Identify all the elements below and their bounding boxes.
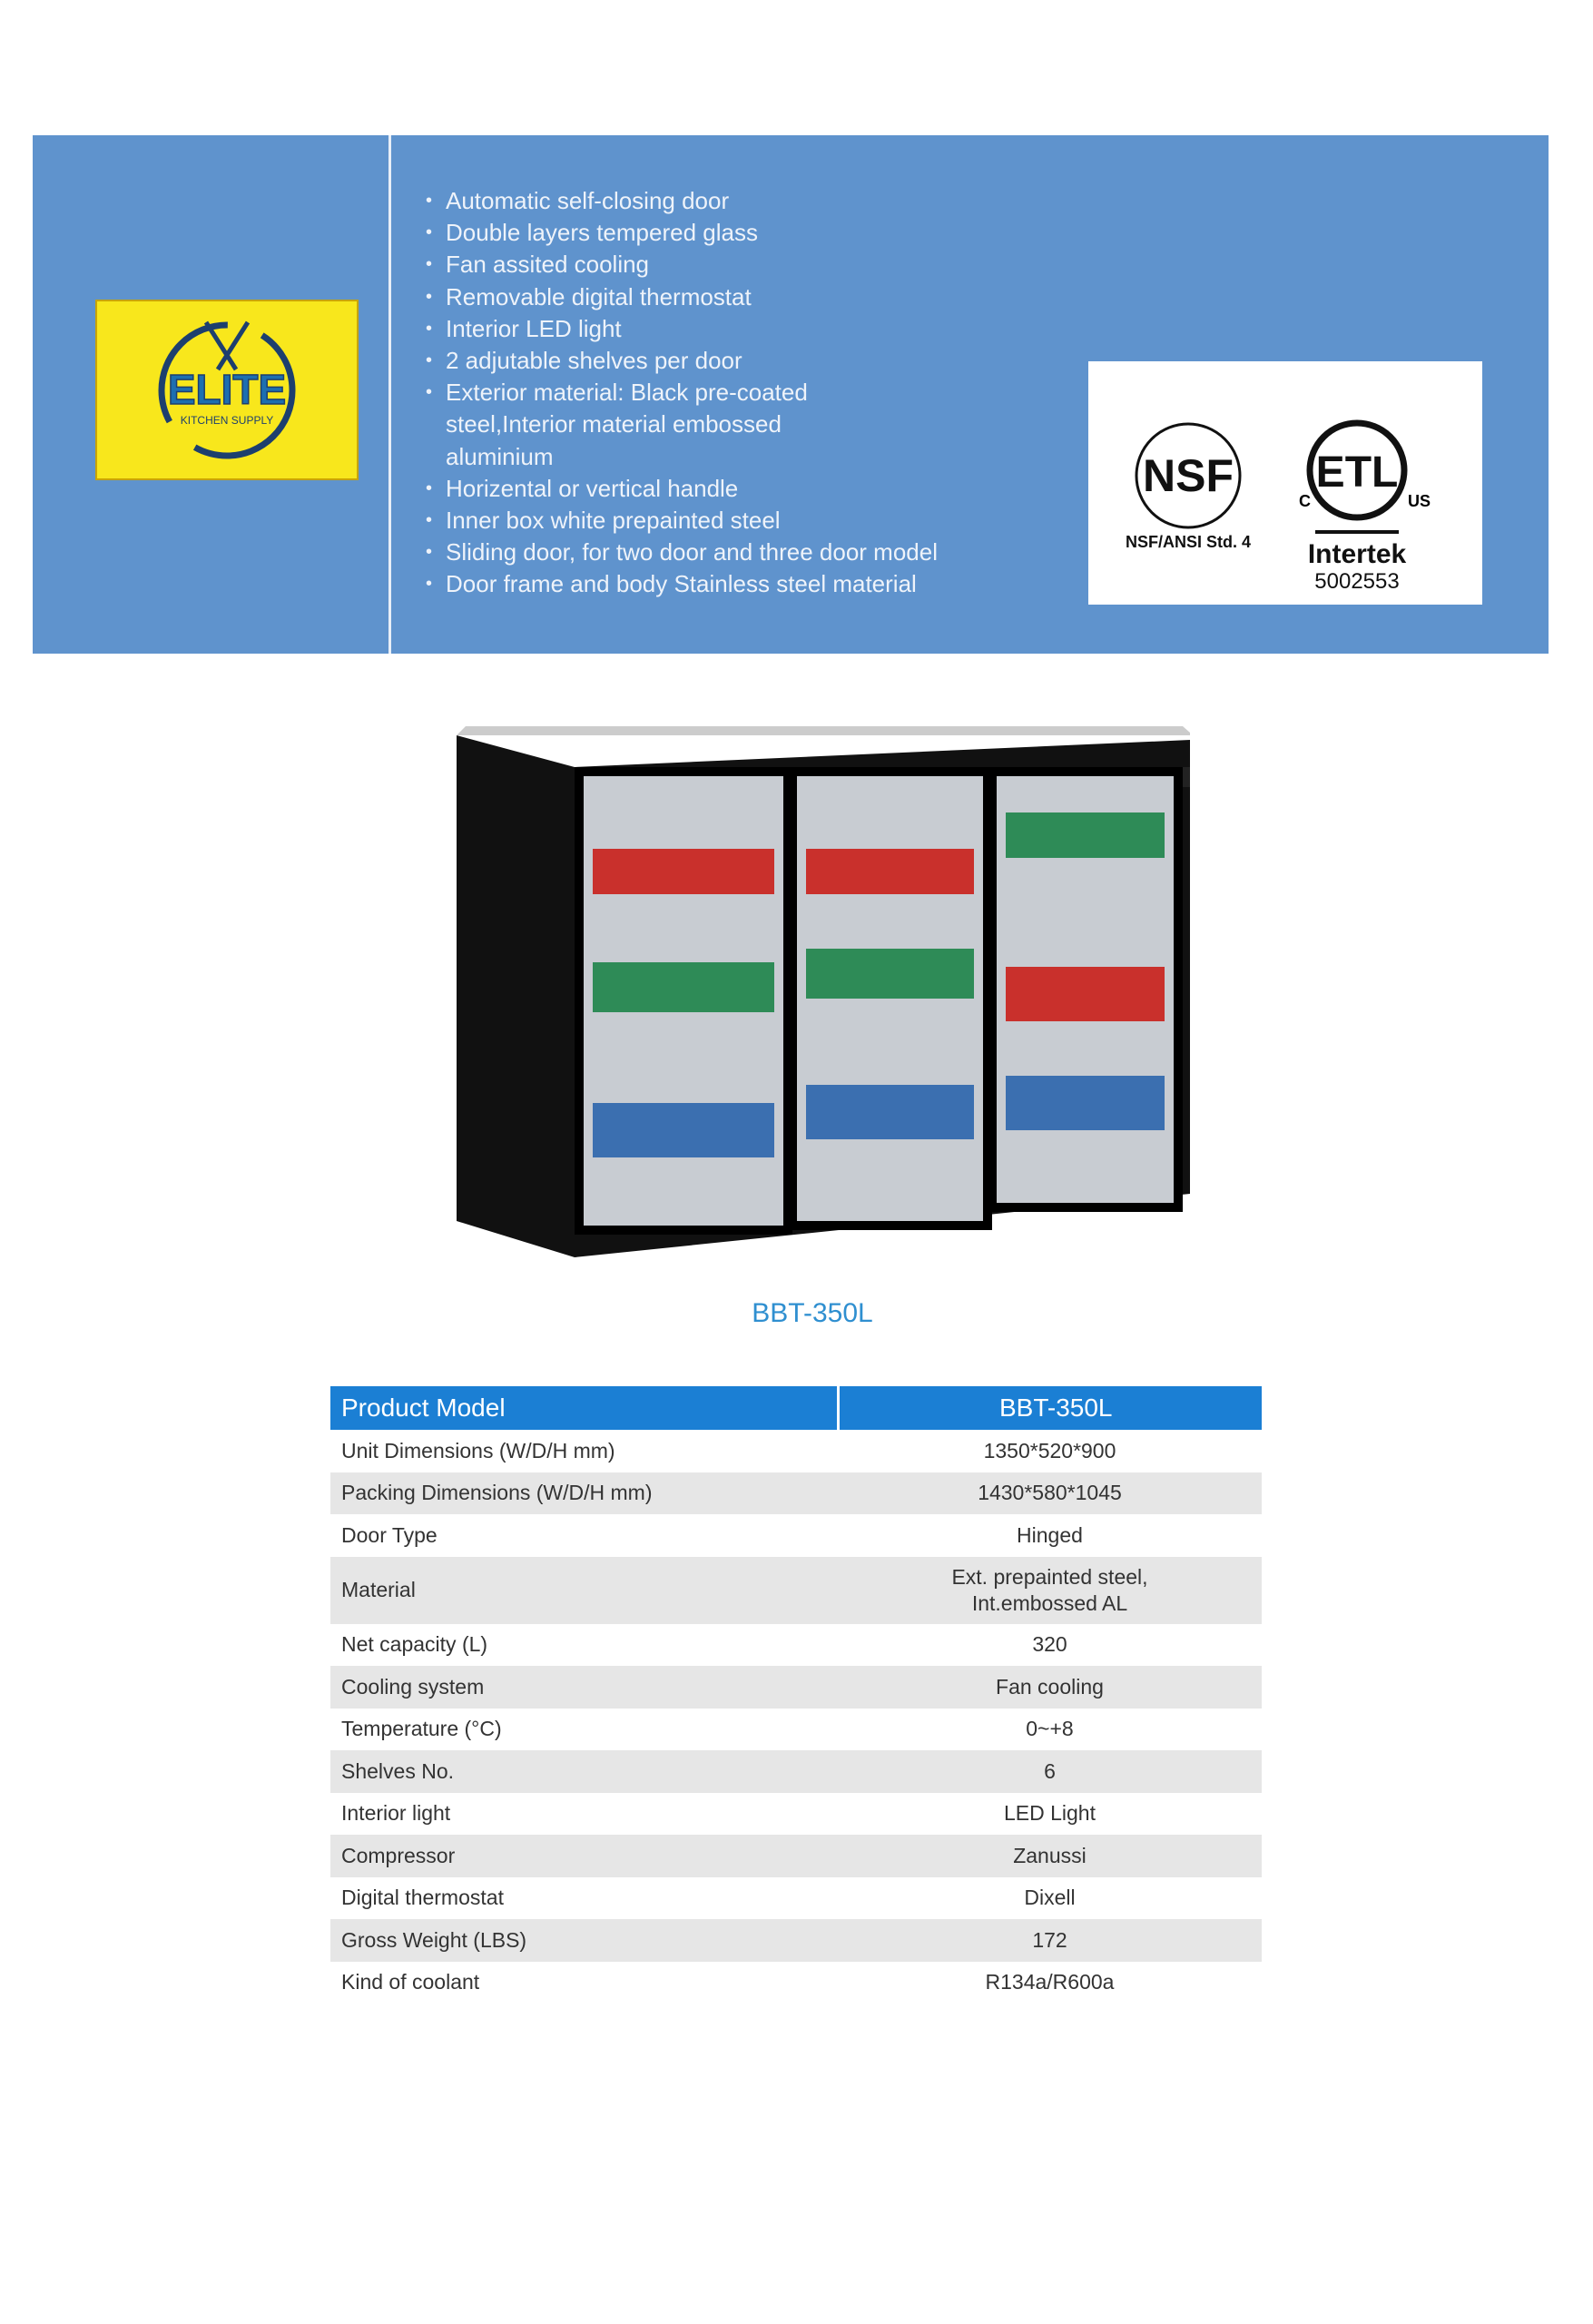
spec-label: Temperature (°C) [341,1717,502,1741]
table-row [330,1750,1262,1793]
table-row [330,1835,1262,1877]
feature-item: • Exterior material: Black pre-coated [426,377,938,409]
spec-value: LED Light [1003,1801,1096,1826]
feature-item: • Horizental or vertical handle [426,473,938,505]
table-header [330,1386,1262,1430]
spec-label: Packing Dimensions (W/D/H mm) [330,1472,838,1515]
spec-value: 1430*580*1045 [838,1472,1262,1515]
feature-item-cont: steel,Interior material embossed [446,410,782,438]
header-label: Product Model [330,1386,838,1430]
spec-value: Zanussi [838,1835,1262,1877]
svg-text:ELITE: ELITE [167,365,287,413]
nsf-logo-text: NSF [1143,450,1234,501]
spec-value: Dixell [1024,1886,1076,1910]
table-row [330,1666,1262,1709]
spec-label: Gross Weight (LBS) [330,1919,838,1962]
intertek-label: Intertek [1307,539,1407,569]
spec-label: Compressor [330,1835,838,1877]
product-caption: BBT-350L [752,1298,873,1328]
spec-label: Cooling system [330,1666,838,1709]
feature-list [426,185,938,601]
etl-logo-text: ETL [1315,448,1399,497]
spec-value: 1350*520*900 [983,1438,1116,1462]
spec-label: Interior light [341,1801,451,1826]
feature-item: • Interior LED light [426,313,938,345]
product-image [457,722,1190,1272]
spec-value: 6 [838,1750,1262,1793]
table-row [330,1793,1262,1836]
svg-text:KITCHEN SUPPLY: KITCHEN SUPPLY [180,413,274,427]
spec-value-line: Ext. prepainted steel, [951,1564,1148,1589]
spec-value [838,1557,1262,1624]
spec-label: Net capacity (L) [341,1632,488,1657]
spec-label: Digital thermostat [341,1886,504,1910]
spec-label: Material [330,1557,838,1624]
table-row [330,1557,1262,1624]
table-row [330,1624,1262,1667]
table-row [330,1472,1262,1515]
feature-item: • Sliding door, for two door and three door model [426,537,938,568]
header-model: BBT-350L [838,1386,1262,1430]
feature-item: • Door frame and body Stainless steel material [426,568,938,600]
spec-label: Unit Dimensions (W/D/H mm) [341,1438,615,1462]
elite-logo [95,300,359,480]
table-row [330,1877,1262,1920]
table-row [330,1962,1262,2004]
feature-item-cont: aluminium [446,442,554,470]
spec-value: Fan cooling [838,1666,1262,1709]
intertek-number: 5002553 [1314,569,1400,594]
table-row [330,1514,1262,1557]
spec-value-line: Int.embossed AL [971,1590,1128,1615]
spec-label: Shelves No. [330,1750,838,1793]
spec-label: Kind of coolant [341,1970,480,1994]
spec-value: R134a/R600a [985,1970,1115,1994]
spec-label: Door Type [341,1522,438,1547]
feature-item: • 2 adjutable shelves per door [426,345,938,377]
table-row [330,1919,1262,1962]
feature-item: • Removable digital thermostat [426,281,938,313]
etl-c: C [1299,492,1311,510]
divider [388,135,391,654]
feature-item: • Automatic self-closing door [426,185,938,217]
table-row [330,1709,1262,1751]
table-row [330,1430,1262,1472]
feature-item: • Fan assited cooling [426,249,938,281]
spec-value: 172 [838,1919,1262,1962]
nsf-label: NSF/ANSI Std. 4 [1125,533,1252,551]
spec-value: 320 [1032,1632,1067,1657]
feature-banner [33,135,1549,654]
feature-item: • Double layers tempered glass [426,217,938,249]
spec-table [330,1386,1262,2004]
etl-us: US [1408,492,1431,510]
feature-item: • Inner box white prepainted steel [426,505,938,537]
certifications [1088,361,1482,605]
spec-value: Hinged [1017,1522,1083,1547]
spec-value: 0~+8 [1026,1717,1074,1741]
